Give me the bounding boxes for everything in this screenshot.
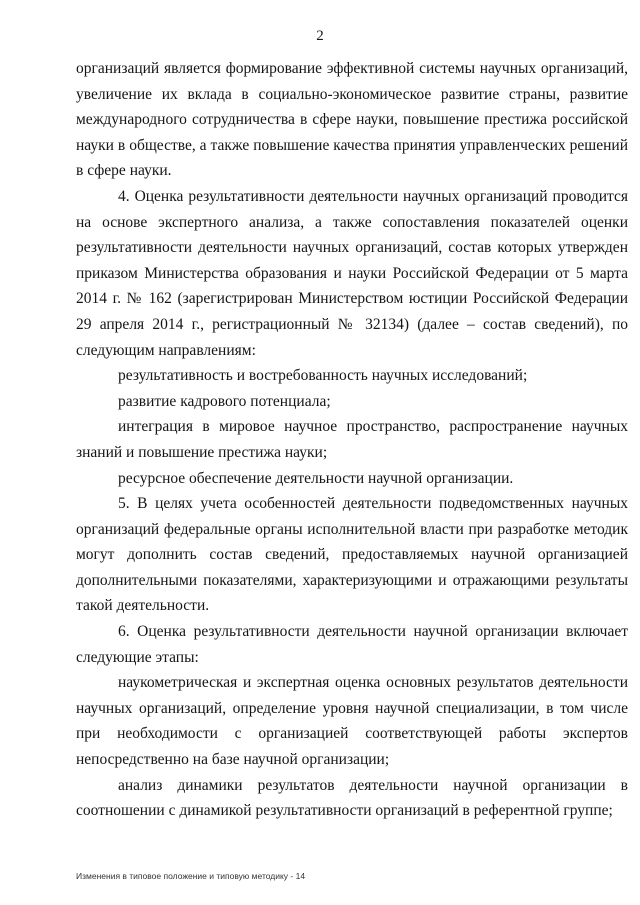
list-item-dynamics-analysis: анализ динамики результатов деятельности научной организации в соотношении с динамикой результативности организаций в референтной группе; <box>76 776 628 820</box>
list-item-scientometric-evaluation: наукометрическая и экспертная оценка основных результатов деятельности научных организаций, определение уровня научной специализации, в том числе при необходимости с организацией соответствующей работы экспертов непосредственно на базе научной организации; <box>76 674 628 769</box>
paragraph-item-6: 6. Оценка результативности деятельности научной организации включает следующие этапы: <box>76 623 628 666</box>
list-item-effectiveness: результативность и востребованность научных исследований; <box>118 367 528 385</box>
list-item-resources: ресурсное обеспечение деятельности научной организации. <box>118 469 514 487</box>
paragraph-item-5: 5. В целях учета особенностей деятельности подведомственных научных организаций федеральные органы исполнительной власти при разработке методик могут дополнить состав сведений, предоставляемых научной организацией дополнительными показателями, характеризующими и отражающими результаты такой деятельности. <box>76 495 628 615</box>
paragraph-intro-continuation: организаций является формирование эффективной системы научных организаций, увеличение их вклада в социально-экономическое развитие страны, развитие международного сотрудничества в сфере науки, повышение престижа российской науки в обществе, а также повышение качества принятия управленческих решений в сфере науки. <box>76 60 628 180</box>
document-body <box>76 56 628 824</box>
page-number: 2 <box>316 28 324 44</box>
list-item-personnel: развитие кадрового потенциала; <box>118 392 331 410</box>
paragraph-item-4: 4. Оценка результативности деятельности научных организаций проводится на основе экспертного анализа, а также сопоставления показателей оценки результативности деятельности научных организаций, состав которых утвержден приказом Министерства образования и науки Российской Федерации от 5 марта 2014 г. № 162 (зарегистрирован Министерством юстиции Российской Федерации 29 апреля 2014 г., регистрационный № 32134) (далее – состав сведений), по следующим направлениям: <box>76 187 628 359</box>
page-footer: Изменения в типовое положение и типовую методику - 14 <box>76 871 306 881</box>
list-item-integration: интеграция в мировое научное пространство, распространение научных знаний и повышение престижа науки; <box>76 418 628 461</box>
